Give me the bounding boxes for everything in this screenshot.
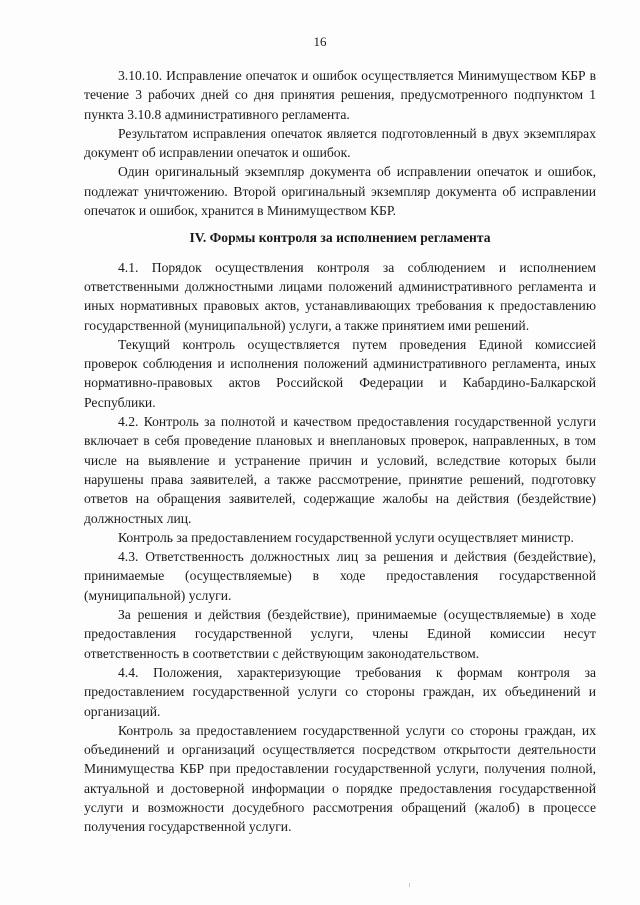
paragraph-responsibility: За решения и действия (бездействие), принимаемые (осуществляемые) в ходе предоставления государственной услуги, члены Единой комиссии несут ответственность в соответствии с действующим законодательством.: [84, 607, 596, 661]
paragraph-current-control: Текущий контроль осуществляется путем проведения Единой комиссией проверок соблюдения и исполнения положений административного регламента, иных нормативно-правовых актов Российской Федерации и Кабардино-Балкарской Республики.: [84, 336, 596, 410]
section-heading: IV. Формы контроля за исполнением регламента: [189, 230, 491, 246]
paragraph-citizen-control: Контроль за предоставлением государственной услуги со стороны граждан, их объединений и организаций осуществляется посредством открытости деятельности Минимущества КБР при предоставлении государственной услуги, получения полной, актуальной и достоверной информации о порядке предоставления государственной услуги и возможности досудебного рассмотрения обращений (жалоб) в процессе получения государственной услуги.: [84, 722, 596, 835]
paragraph-correction-result: Результатом исправления опечаток является подготовленный в двух экземплярах документ об исправлении опечаток и ошибок.: [84, 125, 596, 161]
paragraph-minister-control: Контроль за предоставлением государственной услуги осуществляет министр.: [118, 529, 574, 545]
paragraph-4-2: 4.2. Контроль за полнотой и качеством предоставления государственной услуги включает в себя проведение плановых и внеплановых проверок, направленных, в том числе на выявление и устранение причин и условий, вследствие которых были нарушены права заявителей, а также рассмотрение, принятие решений, подготовку ответов на обращения заявителей, содержащие жалобы на действия (бездействие) должностных лиц.: [84, 414, 596, 526]
page-number: 16: [313, 34, 327, 49]
paragraph-3-10-10: 3.10.10. Исправление опечаток и ошибок осуществляется Минимуществом КБР в течение 3 рабочих дней со дня принятия решения, предусмотренного подпунктом 1 пункта 3.10.8 административного регламента.: [84, 68, 596, 122]
scan-artifact-mark: [409, 883, 410, 887]
paragraph-original-copies: Один оригинальный экземпляр документа об исправлении опечаток и ошибок, подлежат уничтожению. Второй оригинальный экземпляр документа об исправлении опечаток и ошибок, хранится в Минимуществом КБР.: [84, 164, 596, 219]
document-body: [84, 66, 596, 837]
paragraph-4-3: 4.3. Ответственность должностных лиц за решения и действия (бездействие), принимаемые (осуществляемые) в ходе предоставления государственной (муниципальной) услуги.: [84, 549, 596, 603]
paragraph-4-1: 4.1. Порядок осуществления контроля за соблюдением и исполнением ответственными должностными лицами положений административного регламента и иных нормативных правовых актов, устанавливающих требования к предоставлению государственной (муниципальной) услуги, а также принятием ими решений.: [84, 259, 596, 333]
paragraph-4-4: 4.4. Положения, характеризующие требования к формам контроля за предоставлением государственной услуги со стороны граждан, их объединений и организаций.: [84, 664, 596, 719]
